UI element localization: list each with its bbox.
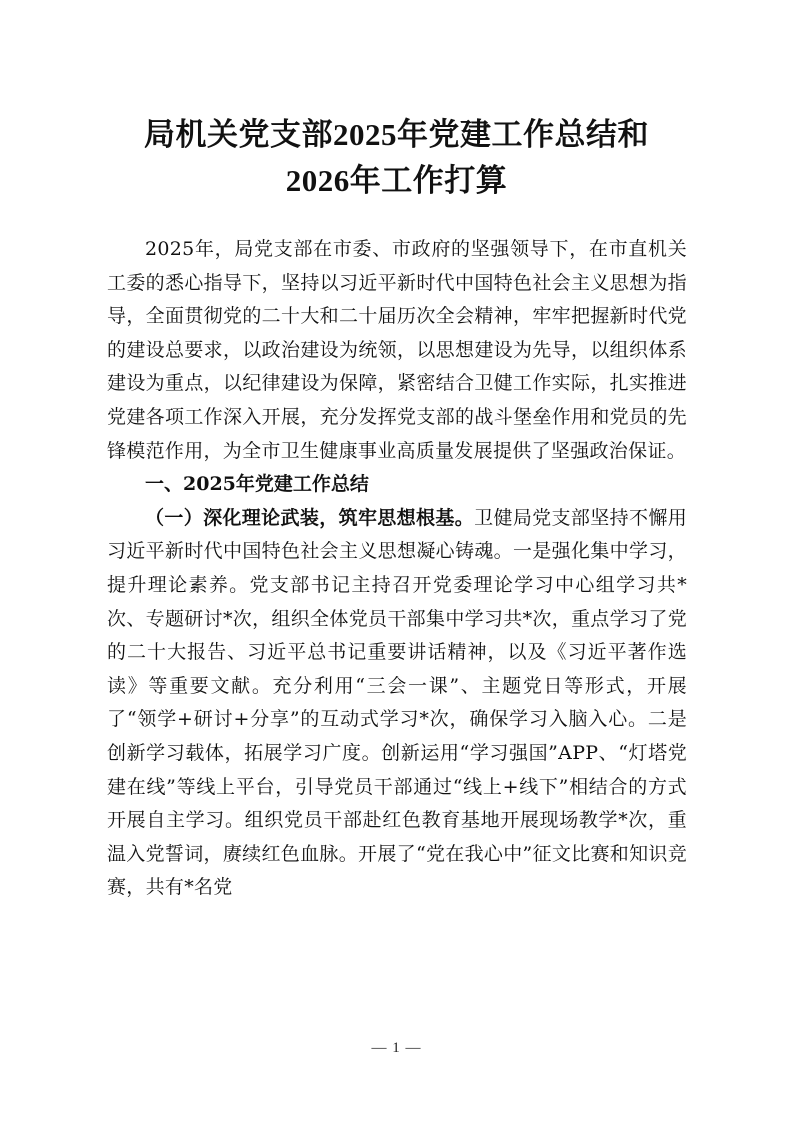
intro-paragraph: 2025年，局党支部在市委、市政府的坚强领导下，在市直机关工委的悉心指导下，坚持以习近平新时代中国特色社会主义思想为指导，全面贯彻党的二十大和二十届历次全会精神，牢牢把握新时代党的建设总要求，以政治建设为统领，以思想建设为先导，以组织体系建设为重点，以纪律建设为保障，紧密结合卫健工作实际，扎实推进党建各项工作深入开展，充分发挥党支部的战斗堡垒作用和党员的先锋模范作用，为全市卫生健康事业高质量发展提供了坚强政治保证。 <box>107 238 687 462</box>
subsection-body: 卫健局党支部坚持不懈用习近平新时代中国特色社会主义思想凝心铸魂。一是强化集中学习，提升理论素养。党支部书记主持召开党委理论学习中心组学习共*次、专题研讨*次，组织全体党员干部集中学习共*次，重点学习了党的二十大报告、习近平总书记重要讲话精神，以及《习近平著作选读》等重要文献。充分利用“三会一课”、主题党日等形式，开展了“领学+研讨+分享”的互动式学习*次，确保学习入脑入心。二是创新学习载体，拓展学习广度。创新运用“学习强国”APP、“灯塔党建在线”等线上平台，引导党员干部通过“线上+线下”相结合的方式开展自主学习。组织党员干部赴红色教育基地开展现场教学*次，重温入党誓词，赓续红色血脉。开展了“党在我心中”征文比赛和知识竞赛，共有*名党 <box>107 506 687 899</box>
document-body <box>107 233 687 905</box>
title-line-2: 2026年工作打算 <box>285 163 508 198</box>
document-title <box>60 112 733 204</box>
subsection-lead: （一）深化理论武装，筑牢思想根基。 <box>145 506 475 529</box>
title-line-1: 局机关党支部2025年党建工作总结和 <box>144 117 649 152</box>
section-heading: 一、2025年党建工作总结 <box>145 473 369 496</box>
page-number: — 1 — <box>371 1040 422 1056</box>
subsection-paragraph <box>107 502 687 905</box>
